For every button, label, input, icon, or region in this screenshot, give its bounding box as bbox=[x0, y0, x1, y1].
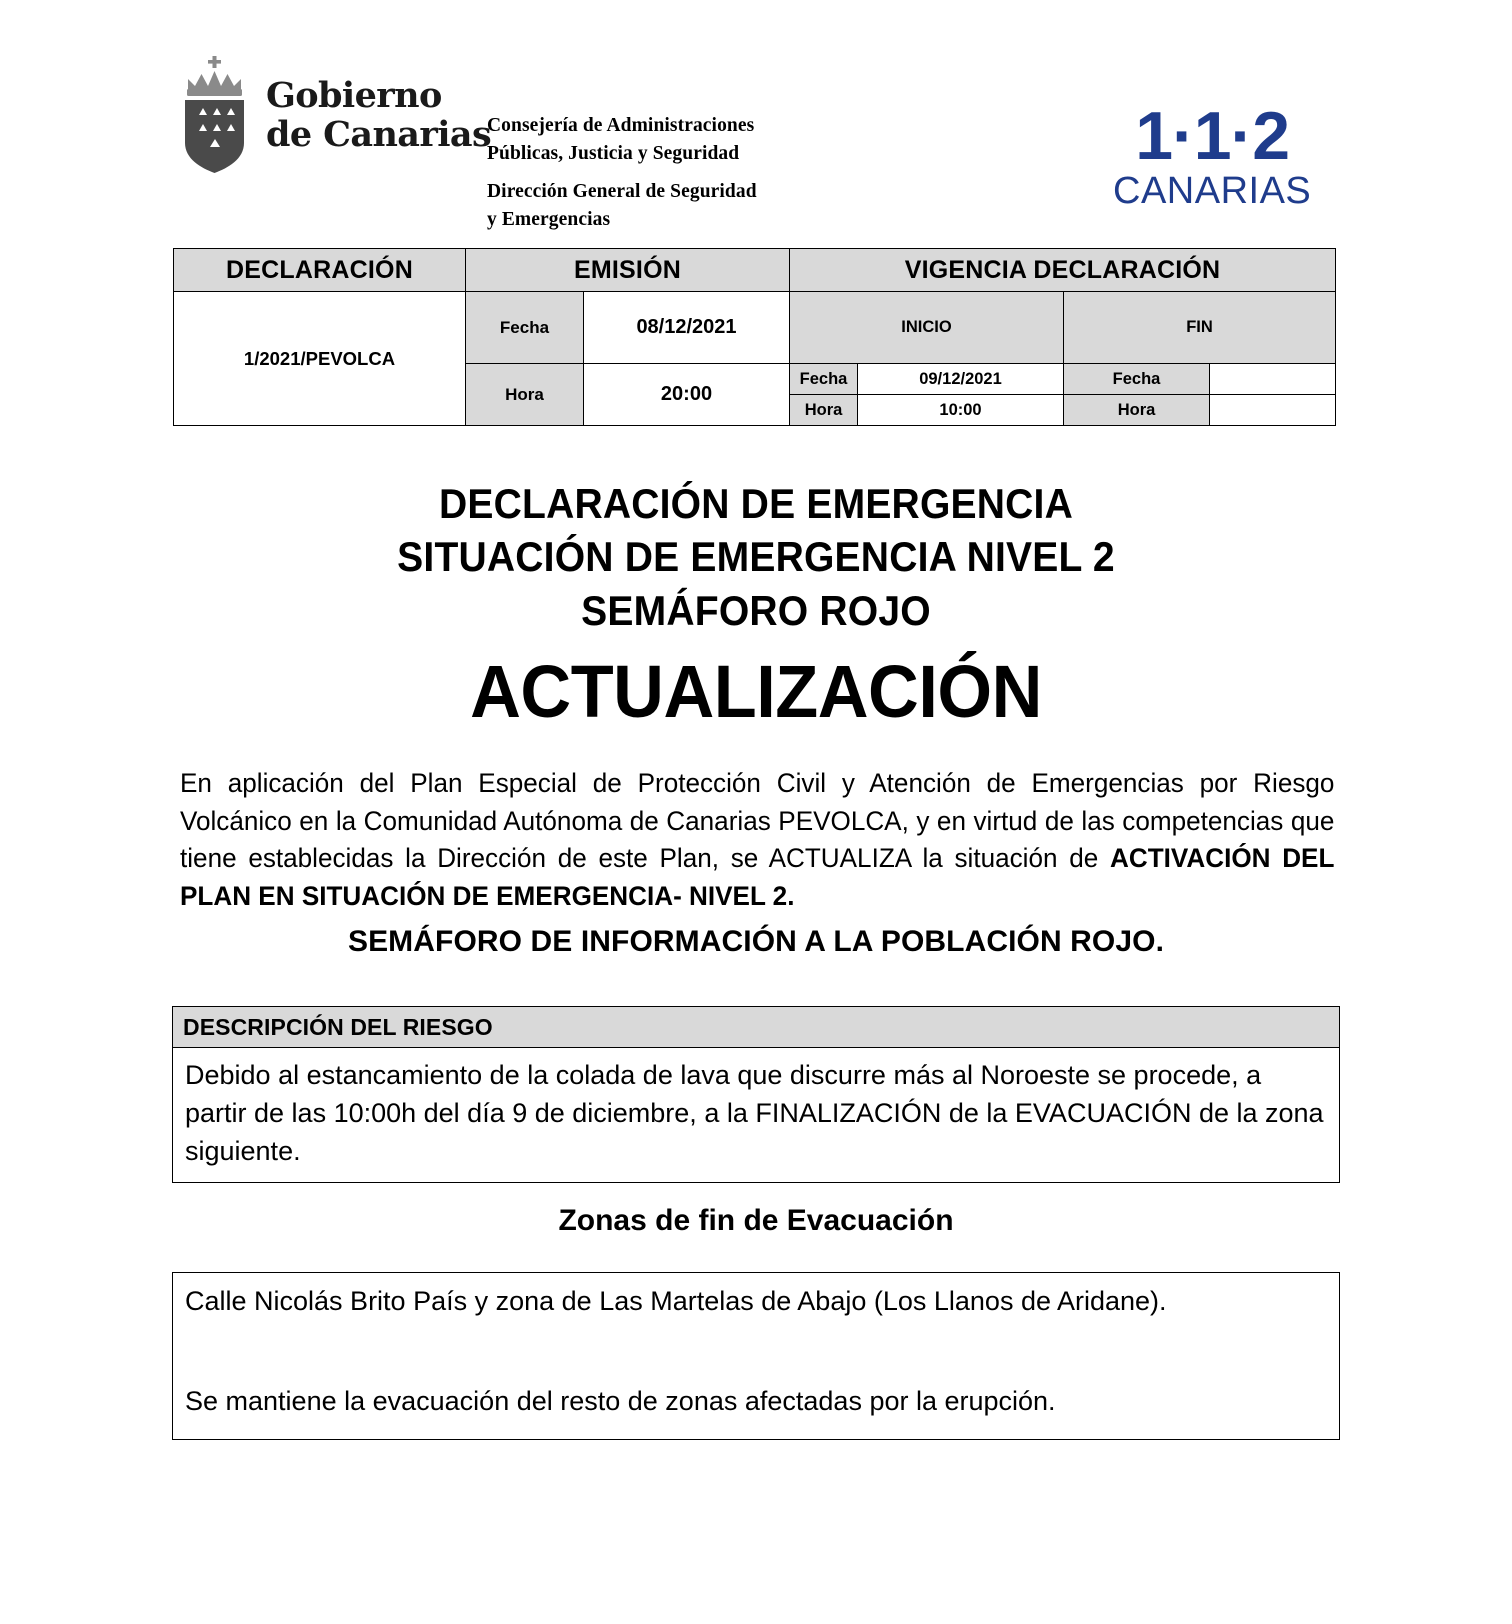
direccion-line2: y Emergencias bbox=[487, 209, 611, 231]
fin-hora-value bbox=[1210, 395, 1336, 426]
canary-islands-coat-of-arms-icon bbox=[178, 55, 252, 175]
risk-description-header: DESCRIPCIÓN DEL RIESGO bbox=[173, 1007, 1339, 1048]
government-wordmark bbox=[266, 76, 491, 154]
risk-description-box bbox=[172, 1006, 1340, 1183]
direccion-line1: Dirección General de Seguridad bbox=[487, 181, 757, 203]
declaration-id-value: 1/2021/PEVOLCA bbox=[174, 292, 466, 426]
department-subtitle bbox=[487, 112, 757, 234]
col-header-declaracion: DECLARACIÓN bbox=[174, 249, 466, 292]
semaforo-heading: SEMÁFORO DE INFORMACIÓN A LA POBLACIÓN ROJO. bbox=[347, 925, 1165, 958]
inicio-label: INICIO bbox=[790, 292, 1064, 364]
government-name-line1: Gobierno bbox=[266, 74, 442, 116]
zonas-box bbox=[172, 1272, 1340, 1440]
intro-paragraph-text: En aplicación del Plan Especial de Protección Civil y Atención de Emergencias por Riesgo Volcánico en la Comunidad Autónoma de Canarias PEVOLCA, y en virtud de las competencias que tiene establecidas la Dirección de este Plan, se ACTUALIZA la situación de bbox=[180, 768, 1335, 874]
document-title-block bbox=[0, 477, 1512, 737]
emergency-112-logo bbox=[1113, 98, 1312, 212]
zonas-spacer bbox=[185, 1321, 1327, 1383]
government-name-line2: de Canarias bbox=[266, 114, 492, 155]
intro-paragraph-emphasis: ACTIVACIÓN DEL PLAN EN SITUACIÓN DE EMERGENCIA- NIVEL 2. bbox=[180, 843, 1335, 911]
emision-fecha-label: Fecha bbox=[466, 292, 584, 364]
zonas-line-2: Se mantiene la evacuación del resto de zonas afectadas por la erupción. bbox=[185, 1385, 1056, 1416]
document-header bbox=[0, 0, 1512, 240]
title-line-2: SITUACIÓN DE EMERGENCIA NIVEL 2 bbox=[397, 533, 1115, 581]
emergency-112-subtitle: CANARIAS bbox=[1113, 169, 1312, 212]
inicio-hora-value: 10:00 bbox=[858, 395, 1064, 426]
col-header-vigencia: VIGENCIA DECLARACIÓN bbox=[790, 249, 1336, 292]
table-header-row bbox=[174, 249, 1336, 292]
inicio-hora-label: Hora bbox=[790, 395, 858, 426]
col-header-emision: EMISIÓN bbox=[466, 249, 790, 292]
zonas-line-1: Calle Nicolás Brito País y zona de Las Martelas de Abajo (Los Llanos de Aridane). bbox=[185, 1286, 1167, 1316]
emergency-112-number: 1·1·2 bbox=[1135, 98, 1290, 174]
inicio-fecha-label: Fecha bbox=[790, 364, 858, 395]
consejeria-line1: Consejería de Administraciones bbox=[487, 115, 755, 136]
fin-fecha-value bbox=[1210, 364, 1336, 395]
fin-label: FIN bbox=[1064, 292, 1336, 364]
emision-fecha-value: 08/12/2021 bbox=[584, 292, 790, 364]
title-line-3: SEMÁFORO ROJO bbox=[581, 586, 931, 634]
consejeria-line2: Públicas, Justicia y Seguridad bbox=[487, 142, 740, 164]
declaration-table bbox=[173, 248, 1336, 426]
risk-description-text: Debido al estancamiento de la colada de lava que discurre más al Noroeste se procede, a partir de las 10:00h del día 9 de diciembre, a la FINALIZACIÓN de la EVACUACIÓN de la zona siguiente. bbox=[185, 1060, 1324, 1167]
fin-hora-label: Hora bbox=[1064, 395, 1210, 426]
table-row-fecha bbox=[174, 292, 1336, 364]
government-logo bbox=[178, 55, 491, 175]
emision-hora-value: 20:00 bbox=[584, 364, 790, 426]
zonas-heading: Zonas de fin de Evacuación bbox=[558, 1204, 954, 1237]
emision-hora-label: Hora bbox=[466, 364, 584, 426]
fin-fecha-label: Fecha bbox=[1064, 364, 1210, 395]
intro-paragraph bbox=[180, 765, 1334, 916]
page-title: ACTUALIZACIÓN bbox=[470, 649, 1042, 733]
inicio-fecha-value: 09/12/2021 bbox=[858, 364, 1064, 395]
title-line-1: DECLARACIÓN DE EMERGENCIA bbox=[439, 480, 1073, 527]
